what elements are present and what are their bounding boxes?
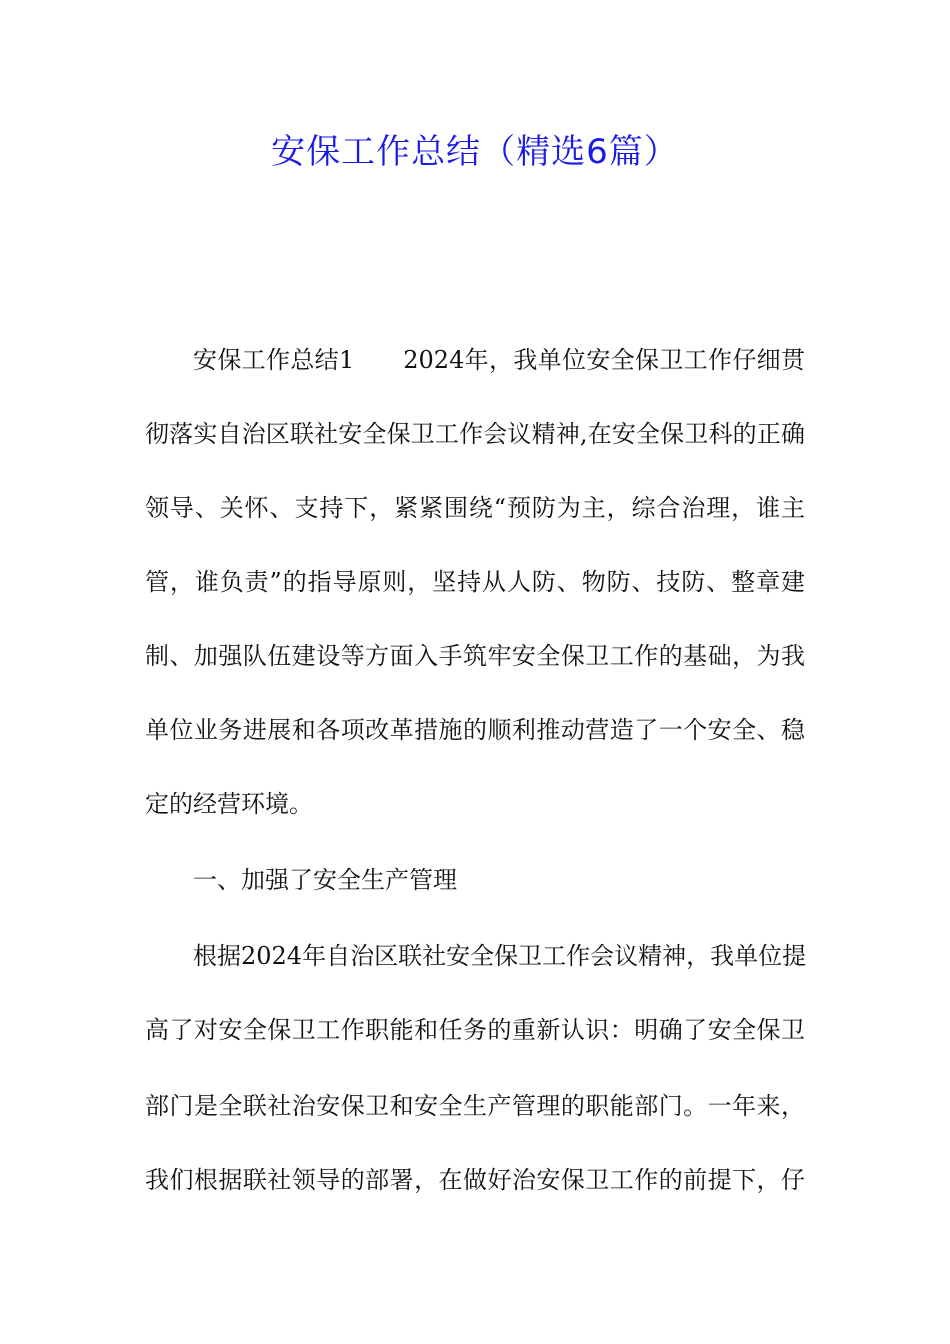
body-line: 定的经营环境。 (145, 790, 313, 818)
body-line: 部门是全联社治安保卫和安全生产管理的职能部门。一年来， (145, 1092, 805, 1120)
body-line: 单位业务进展和各项改革措施的顺利推动营造了一个安全、稳 (145, 716, 805, 744)
section-heading: 一、加强了安全生产管理 (193, 866, 457, 894)
body-line: 高了对安全保卫工作职能和任务的重新认识：明确了安全保卫 (145, 1016, 805, 1044)
body-line: 安保工作总结1 2024年，我单位安全保卫工作仔细贯 (193, 346, 805, 374)
body-line: 根据2024年自治区联社安全保卫工作会议精神，我单位提 (193, 942, 807, 970)
body-line: 彻落实自治区联社安全保卫工作会议精神,在安全保卫科的正确 (145, 420, 805, 448)
body-line: 管，谁负责”的指导原则，坚持从人防、物防、技防、整章建 (145, 568, 805, 596)
body-line: 我们根据联社领导的部署，在做好治安保卫工作的前提下，仔 (145, 1166, 805, 1194)
body-line: 领导、关怀、支持下，紧紧围绕“预防为主，综合治理，谁主 (145, 494, 805, 522)
document-title: 安保工作总结（精选6篇） (271, 132, 679, 172)
body-line: 制、加强队伍建设等方面入手筑牢安全保卫工作的基础，为我 (145, 642, 805, 670)
